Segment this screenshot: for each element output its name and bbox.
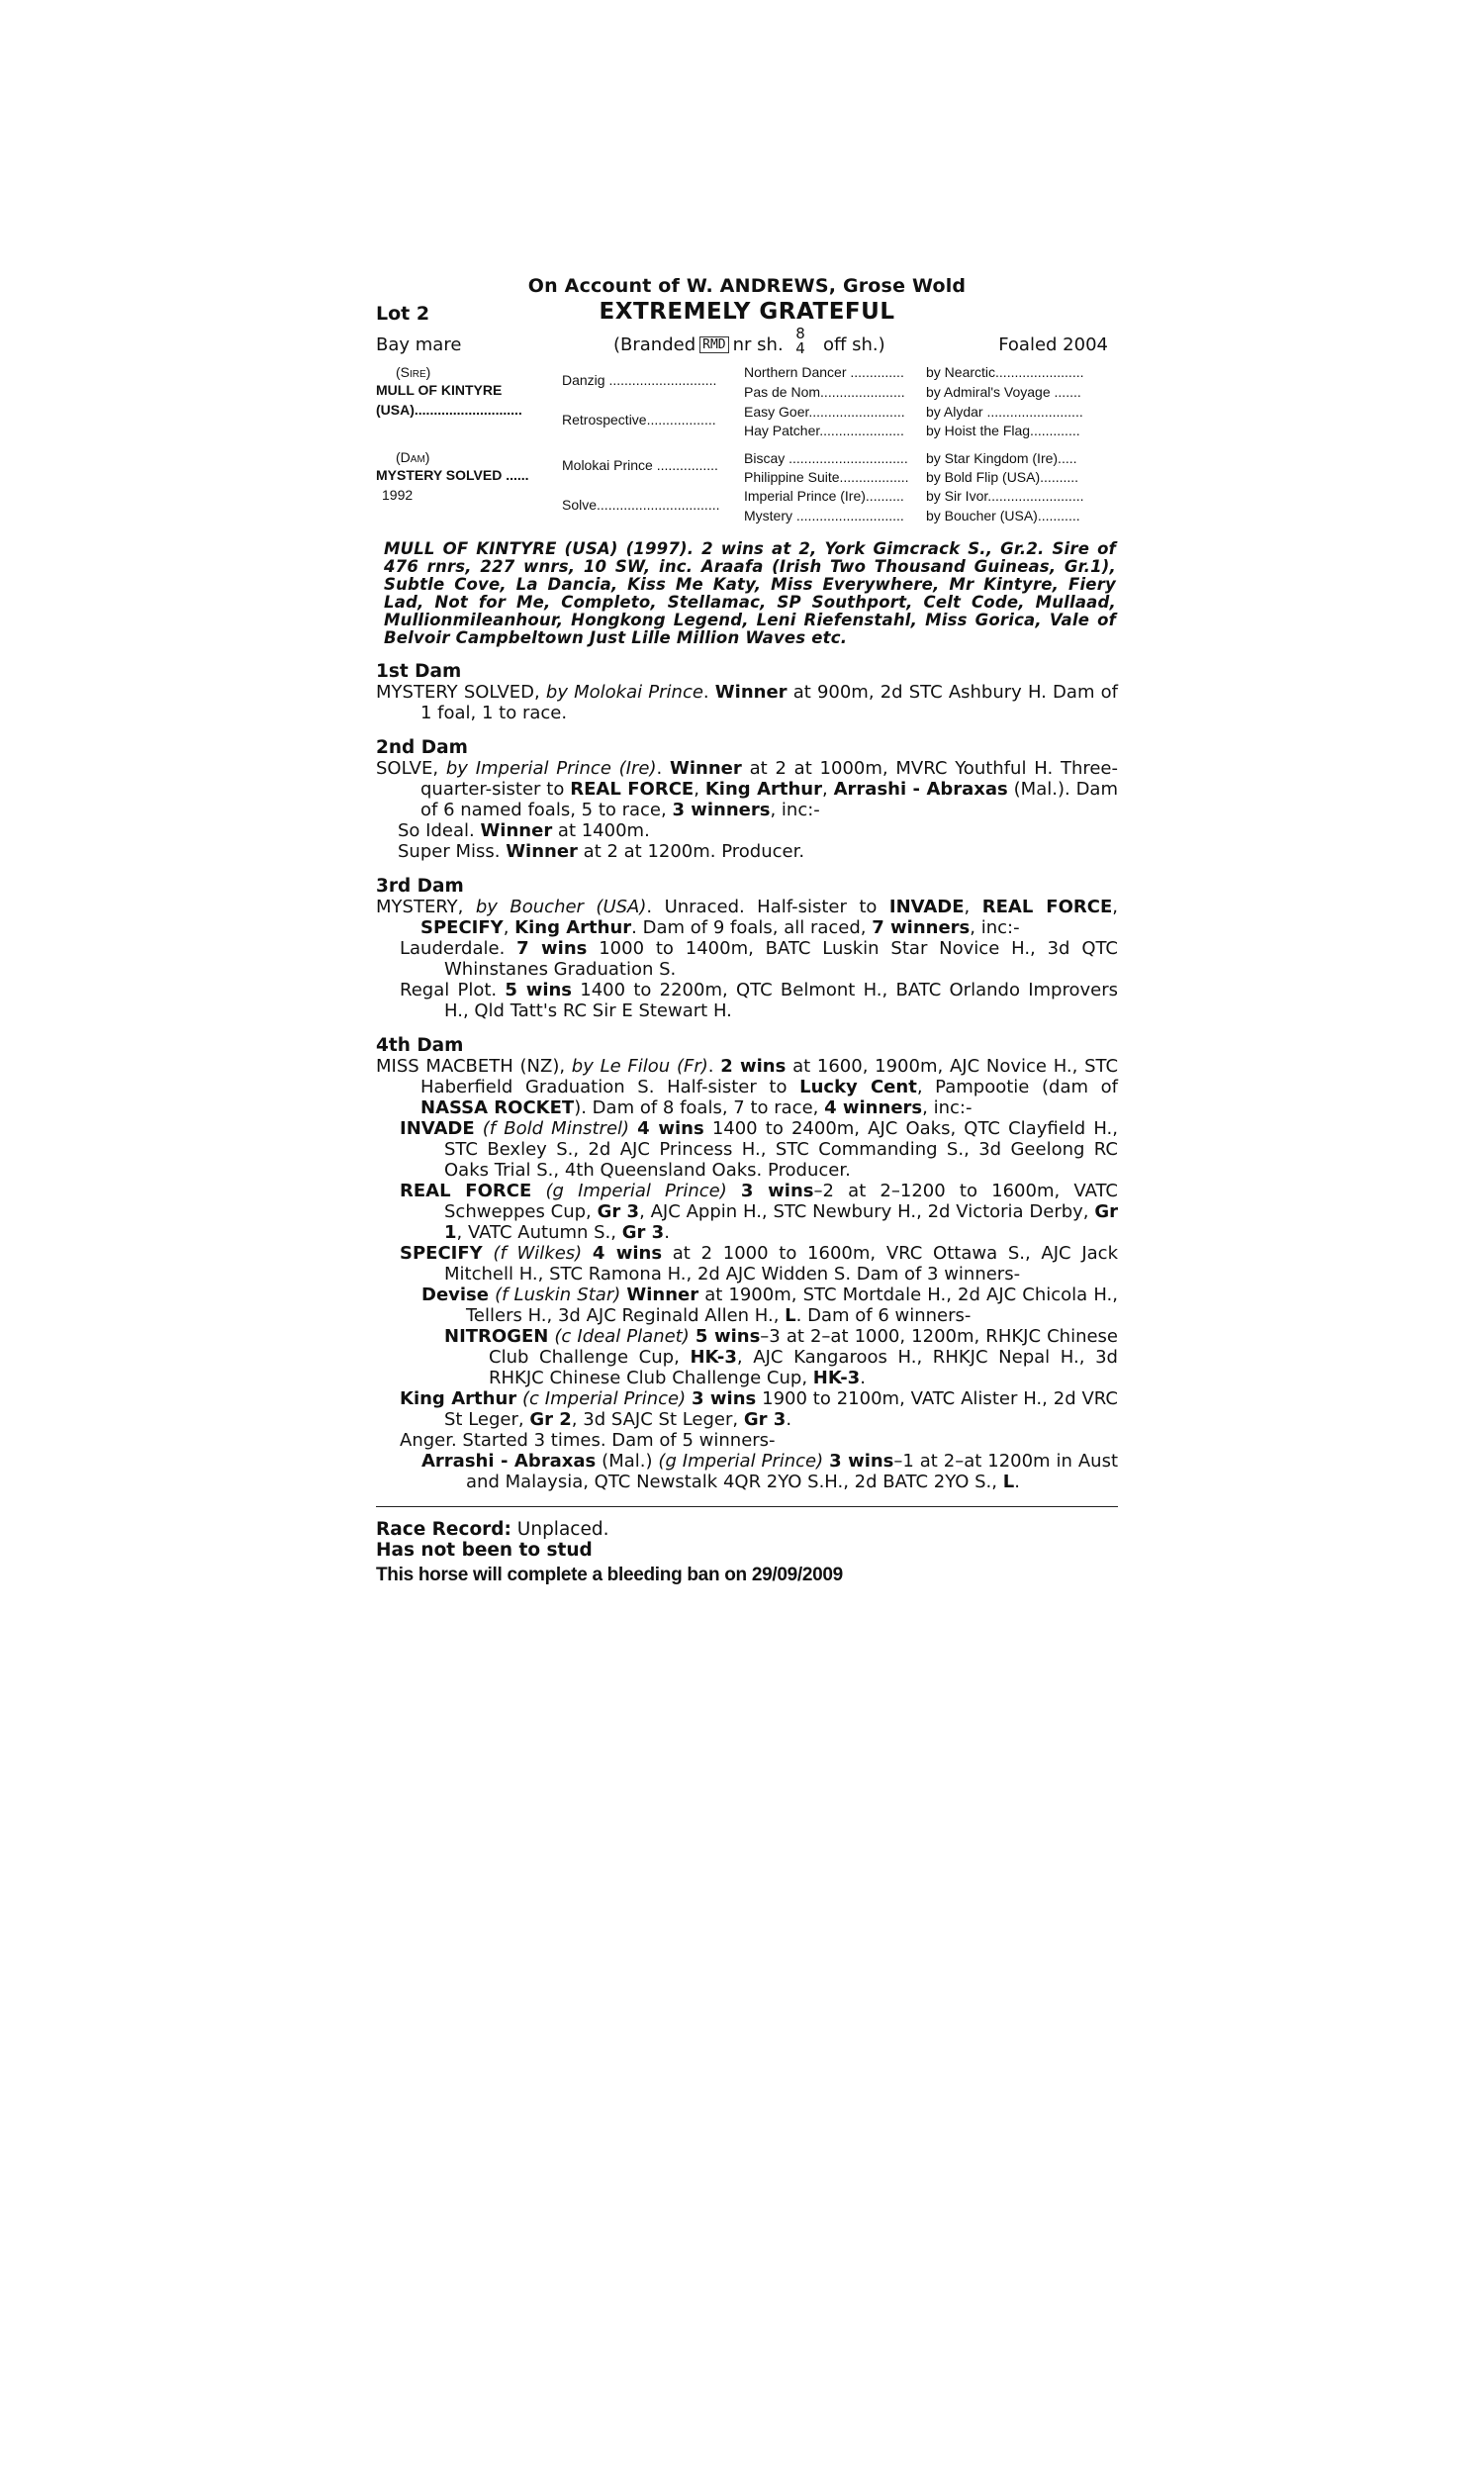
gg-ancestor: Northern Dancer ..............	[744, 364, 904, 380]
text: .	[860, 1368, 866, 1388]
first-dam-heading: 1st Dam	[376, 661, 462, 682]
text: . Unraced. Half-sister to	[646, 897, 889, 917]
race-grade: L	[785, 1305, 796, 1326]
ggg-ancestor: by Hoist the Flag.............	[926, 423, 1080, 438]
ggg-ancestor: by Nearctic.......................	[926, 364, 1084, 380]
dam-name: MYSTERY,	[376, 897, 476, 917]
text: .	[1014, 1472, 1020, 1492]
race-grade: Gr 2	[529, 1409, 572, 1430]
win-text: 4 wins	[592, 1243, 663, 1264]
race-grade: HK-3	[812, 1368, 861, 1388]
sire-country: (USA)............................	[376, 402, 522, 418]
grandsire-1: Danzig ............................	[562, 372, 717, 388]
sire-summary: MULL OF KINTYRE (USA) (1997). 2 wins at 2, York Gimcrack S., Gr.2. Sire of 476 rnrs, 227 wnrs, 10 SW, inc. Araafa (Irish Two Thousand Guineas, Gr.1), Subtle Cove, La Dancia, Kiss Me Katy, Miss Everywhere, Mr Kintyre, Fiery Lad, Not for Me, Completo, Stellamac, SP Southport, Celt Code, Mullaad, Mullionmileanhour, Hongkong Legend, Leni Riefenstahl, Miss Gorica, Vale of Belvoir Campbeltown Just Lille Million Waves etc.	[384, 539, 1116, 647]
progeny-name: Super Miss.	[398, 841, 507, 862]
text: , Pampootie (dam of	[916, 1077, 1118, 1097]
progeny-sire: (f Wilkes)	[482, 1243, 593, 1264]
foaled-year: Foaled 2004	[998, 334, 1108, 355]
text: ,	[503, 917, 515, 938]
win-text: 3 wins	[691, 1388, 757, 1409]
race-record	[376, 1519, 1118, 1540]
gg-ancestor: Pas de Nom......................	[744, 384, 905, 400]
win-text: 5 wins	[505, 980, 573, 1000]
progeny-entry	[376, 1118, 1118, 1181]
progeny-entry	[376, 1285, 1118, 1326]
ggg-ancestor: by Alydar .........................	[926, 404, 1083, 420]
sire-tag: (Sire)	[396, 364, 431, 380]
win-text: Winner	[626, 1285, 699, 1305]
progeny-name: INVADE	[400, 1118, 475, 1139]
text: at 2 at 1200m. Producer.	[577, 841, 805, 862]
win-text: Winner	[670, 758, 742, 779]
text: , AJC Kangaroos H., RHKJC Nepal H., 3d RHKJC Chinese Club Challenge Cup,	[489, 1347, 1118, 1388]
granddam-2: Solve................................	[562, 497, 720, 513]
dam-sire: by Molokai Prince	[545, 682, 703, 703]
progeny-entry	[376, 1451, 1118, 1492]
vendor-account: On Account of W. ANDREWS, Grose Wold	[527, 275, 967, 297]
divider	[376, 1506, 1118, 1507]
text: ). Dam of 8 foals, 7 to race,	[574, 1097, 825, 1118]
text: –2 at 2–1200 to 1600m, VATC Schweppes Cup,	[444, 1181, 1118, 1222]
text: ,	[1112, 897, 1119, 917]
text: at 1600, 1900m, AJC Novice H., STC Haberfield Graduation S. Half-sister to	[420, 1056, 1119, 1097]
brand-off: off sh.)	[823, 334, 885, 355]
lot-number: Lot 2	[376, 303, 430, 325]
win-text: 5 wins	[695, 1326, 761, 1347]
progeny-name: REAL FORCE	[400, 1181, 532, 1201]
gg-ancestor: Mystery ............................	[744, 508, 904, 523]
text: . Dam of 6 winners-	[795, 1305, 972, 1326]
gg-ancestor: Imperial Prince (Ire)..........	[744, 488, 904, 504]
progeny-name: Devise	[421, 1285, 489, 1305]
progeny-sire: (f Bold Minstrel)	[474, 1118, 638, 1139]
text: . Dam of 9 foals, all raced,	[631, 917, 873, 938]
text: 1900 to 2100m, VATC Alister H., 2d VRC St Leger,	[444, 1388, 1118, 1430]
progeny-entry	[376, 1388, 1118, 1430]
race-grade: L	[1002, 1472, 1015, 1492]
text: –3 at 2–at 1000, 1200m, RHKJC Chinese Club Challenge Cup,	[489, 1326, 1119, 1368]
race-grade: Gr 1	[444, 1201, 1118, 1243]
gg-ancestor: Biscay ...............................	[744, 450, 908, 466]
race-record-value: Unplaced.	[510, 1519, 609, 1540]
bleeding-ban-notice: This horse will complete a bleeding ban on 29/09/2009	[376, 1565, 843, 1585]
text: 1400 to 2200m, QTC Belmont H., BATC Orlando Improvers H., Qld Tatt's RC Sir E Stewart H.	[444, 980, 1118, 1021]
fourth-dam-entry	[376, 1056, 1118, 1118]
winners-count: 3 winners	[672, 800, 771, 820]
relative-name: NASSA ROCKET	[420, 1097, 575, 1118]
relative-name: INVADE	[888, 897, 965, 917]
text: , inc:-	[922, 1097, 973, 1118]
progeny-name: Regal Plot.	[400, 980, 506, 1000]
progeny-sire: (f Luskin Star)	[488, 1285, 627, 1305]
relative-name: REAL FORCE	[981, 897, 1113, 917]
text: 1000 to 1400m, BATC Luskin Star Novice H., 3d QTC Whinstanes Graduation S.	[444, 938, 1118, 980]
race-record-label: Race Record:	[376, 1519, 511, 1540]
first-dam-entry	[376, 682, 1118, 723]
relative-name: Lucky Cent	[799, 1077, 917, 1097]
progeny-entry	[376, 1181, 1118, 1243]
third-dam-entry	[376, 897, 1118, 938]
dam-sire: by Le Filou (Fr)	[571, 1056, 708, 1077]
text: .	[786, 1409, 792, 1430]
relative-name: SPECIFY	[420, 917, 504, 938]
text: ,	[964, 897, 982, 917]
win-text: 3 wins	[829, 1451, 894, 1472]
horse-sex: Bay mare	[376, 334, 462, 355]
catalogue-page	[376, 275, 1118, 1586]
gg-ancestor: Hay Patcher......................	[744, 423, 904, 438]
progeny-name: Arrashi - Abraxas	[421, 1451, 597, 1472]
text: at 1400m.	[552, 820, 650, 841]
text: at 1900m, STC Mortdale H., 2d AJC Chicola H., Tellers H., 3d AJC Reginald Allen H.,	[466, 1285, 1118, 1326]
win-text: 3 wins	[740, 1181, 814, 1201]
race-grade: Gr 3	[743, 1409, 787, 1430]
stud-status: Has not been to stud	[376, 1540, 593, 1561]
progeny-name: So Ideal.	[398, 820, 481, 841]
brand-mark-icon: RMD	[699, 336, 728, 353]
text: , inc:-	[970, 917, 1020, 938]
gg-ancestor: Easy Goer.........................	[744, 404, 905, 420]
text: .	[707, 1056, 721, 1077]
progeny-sire: (c Imperial Prince)	[516, 1388, 692, 1409]
progeny-name: NITROGEN	[444, 1326, 549, 1347]
second-dam-heading: 2nd Dam	[376, 737, 468, 758]
relative-name: King Arthur	[704, 779, 822, 800]
ggg-ancestor: by Bold Flip (USA)..........	[926, 469, 1079, 485]
text: , AJC Appin H., STC Newbury H., 2d Victoria Derby,	[639, 1201, 1095, 1222]
brand-near: nr sh.	[732, 334, 784, 355]
ggg-ancestor: by Star Kingdom (Ire).....	[926, 450, 1077, 466]
lot-row	[376, 299, 1118, 327]
ggg-ancestor: by Boucher (USA)...........	[926, 508, 1080, 523]
text: 1400 to 2400m, AJC Oaks, QTC Clayfield H., STC Bexley S., 2d AJC Princess H., STC Commanding S., 3d Geelong RC Oaks Trial S., 4th Queensland Oaks. Producer.	[444, 1118, 1118, 1181]
text: .	[702, 682, 715, 703]
progeny-name: SPECIFY	[400, 1243, 483, 1264]
second-dam-entry	[376, 758, 1118, 820]
text: ,	[694, 779, 705, 800]
fraction-top: 8	[795, 325, 805, 342]
text: –1 at 2–at 1200m in Aust and Malaysia, QTC Newstalk 4QR 2YO S.H., 2d BATC 2YO S.,	[466, 1451, 1119, 1492]
relative-name: King Arthur	[514, 917, 632, 938]
dam-tag: (Dam)	[396, 449, 430, 465]
text: , inc:-	[770, 800, 820, 820]
win-text: Winner	[714, 682, 788, 703]
brand-open: (Branded	[613, 334, 696, 355]
dam-year: 1992	[382, 487, 414, 503]
horse-name: EXTREMELY GRATEFUL	[599, 299, 895, 325]
pedigree-table	[376, 364, 1118, 530]
dam-name: MYSTERY SOLVED ......	[376, 467, 529, 483]
progeny-sire: (c Ideal Planet)	[548, 1326, 696, 1347]
winners-count: 4 winners	[824, 1097, 923, 1118]
progeny-entry	[376, 938, 1118, 980]
relative-name: Arrashi - Abraxas	[833, 779, 1008, 800]
progeny-sire: (g Imperial Prince)	[531, 1181, 741, 1201]
text: , 3d SAJC St Leger,	[571, 1409, 744, 1430]
dam-name: MYSTERY SOLVED,	[376, 682, 546, 703]
progeny-entry	[376, 841, 1118, 862]
description-row	[376, 327, 1118, 360]
fraction-bottom: 4	[795, 339, 805, 357]
win-text: 4 wins	[637, 1118, 704, 1139]
text: ,	[822, 779, 834, 800]
text: at 900m, 2d STC Ashbury H. Dam of 1 foal, 1 to race.	[420, 682, 1118, 723]
gg-ancestor: Philippine Suite..................	[744, 469, 909, 485]
fourth-dam-heading: 4th Dam	[376, 1035, 464, 1056]
progeny-entry	[376, 1326, 1118, 1388]
text: .	[656, 758, 671, 779]
ggg-ancestor: by Sir Ivor.........................	[926, 488, 1084, 504]
win-text: Winner	[480, 820, 553, 841]
progeny-name: Lauderdale.	[400, 938, 517, 959]
win-text: 2 wins	[720, 1056, 787, 1077]
ggg-ancestor: by Admiral's Voyage .......	[926, 384, 1081, 400]
dam-sire: by Boucher (USA)	[475, 897, 647, 917]
race-grade: Gr 3	[597, 1201, 640, 1222]
granddam-1: Retrospective..................	[562, 412, 716, 428]
brand-info	[613, 334, 784, 355]
win-text: Winner	[506, 841, 578, 862]
text: (Mal.). Dam of 6 named foals, 5 to race,	[420, 779, 1118, 820]
dam-sire: by Imperial Prince (Ire)	[445, 758, 657, 779]
brand-fraction	[793, 327, 807, 356]
text: .	[664, 1222, 670, 1243]
grandsire-2: Molokai Prince ................	[562, 457, 718, 473]
progeny-entry	[376, 1243, 1118, 1285]
text: , VATC Autumn S.,	[456, 1222, 622, 1243]
text: at 2 1000 to 1600m, VRC Ottawa S., AJC Jack Mitchell H., STC Ramona H., 2d AJC Widden S. Dam of 3 winners-	[444, 1243, 1118, 1285]
text: (Mal.)	[596, 1451, 659, 1472]
dam-name: SOLVE,	[376, 758, 446, 779]
winners-count: 7 winners	[872, 917, 971, 938]
third-dam-heading: 3rd Dam	[376, 876, 464, 897]
win-text: 7 wins	[516, 938, 588, 959]
race-grade: Gr 3	[621, 1222, 665, 1243]
relative-name: REAL FORCE	[570, 779, 695, 800]
progeny-sire: (g Imperial Prince)	[658, 1451, 830, 1472]
progeny-name: King Arthur	[400, 1388, 517, 1409]
progeny-entry	[376, 980, 1118, 1021]
dam-name: MISS MACBETH (NZ),	[376, 1056, 572, 1077]
progeny-entry	[376, 820, 1118, 841]
text: at 2 at 1000m, MVRC Youthful H. Three-quarter-sister to	[420, 758, 1118, 800]
race-grade: HK-3	[690, 1347, 737, 1368]
progeny-entry: Anger. Started 3 times. Dam of 5 winners-	[400, 1430, 776, 1451]
sire-name: MULL OF KINTYRE	[376, 382, 503, 398]
